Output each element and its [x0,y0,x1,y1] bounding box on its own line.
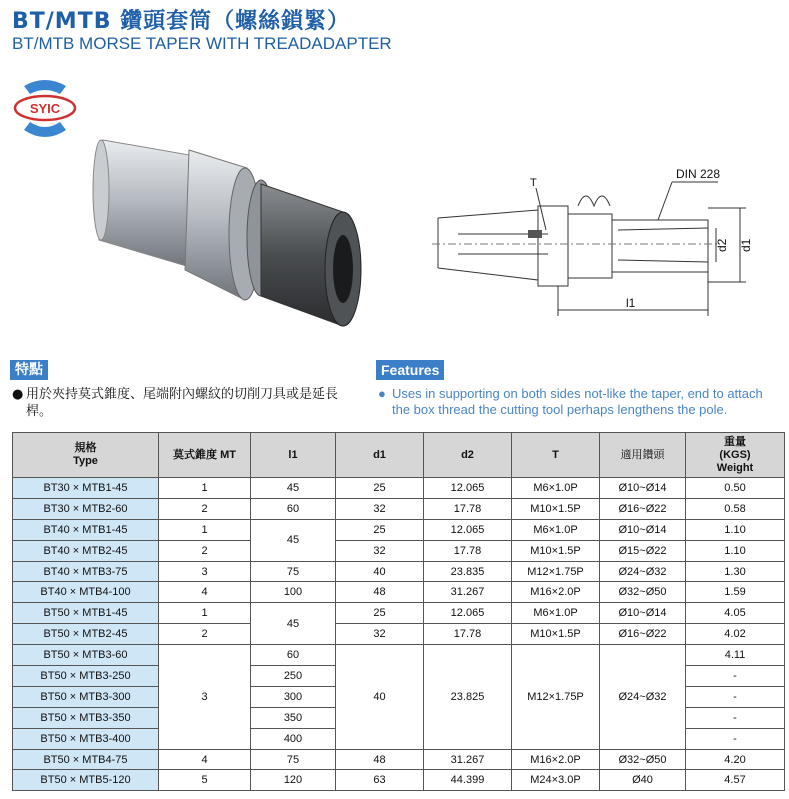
page-title-en: BT/MTB MORSE TAPER WITH TREADADAPTER [12,34,392,53]
table-row: BT50 × MTB1-45 1 45 25 12.065 M6×1.0P Ø10~Ø14 4.05 [13,603,785,624]
table-row: BT50 × MTB2-45 2 32 17.78 M10×1.5P Ø16~Ø22 4.02 [13,624,785,645]
col-type: 規格 Type [13,433,159,478]
col-l1: l1 [251,433,336,478]
din-label: DIN 228 [676,167,721,181]
d1-label: d1 [739,238,753,252]
t-label: T [530,177,537,189]
table-row: BT30 × MTB2-60 2 60 32 17.78 M10×1.5P Ø16~Ø22 0.58 [13,498,785,519]
table-row: BT50 × MTB3-250 250 - [13,666,785,687]
table-row: BT40 × MTB2-45 2 32 17.78 M10×1.5P Ø15~Ø22 1.10 [13,540,785,561]
table-row: BT40 × MTB1-45 1 45 25 12.065 M6×1.0P Ø10~Ø14 1.10 [13,519,785,540]
col-weight: 重量 (KGS) Weight [686,433,785,478]
table-row: BT50 × MTB3-400 400 - [13,728,785,749]
table-row: BT50 × MTB3-350 350 - [13,707,785,728]
feature-text-en: ● Uses in supporting on both sides not-like the taper, end to attach the box thread the cutting tool perhaps lengthens the pole. [378,386,763,417]
spec-table [12,432,785,791]
d2-label: d2 [715,238,729,252]
col-drill: 適用鑽頭 [600,433,686,478]
page-title-cn: BT/MTB 鑽頭套筒（螺絲鎖緊） [12,9,351,34]
syic-logo [10,76,80,140]
table-row: BT50 × MTB4-75 4 75 48 31.267 M16×2.0P Ø32~Ø50 4.20 [13,749,785,770]
features-tag-en: Features [376,360,444,380]
table-header-row [13,433,785,478]
product-image [85,120,365,340]
bullet-icon: ● [378,386,386,401]
feature-text-cn: ● 用於夾持莫式錐度、尾端附內螺紋的切削刀具或是延長桿。 [12,387,339,419]
col-t: T [512,433,600,478]
technical-drawing [428,160,778,330]
col-d2: d2 [424,433,512,478]
table-row: BT30 × MTB1-45 1 45 25 12.065 M6×1.0P Ø10~Ø14 0.50 [13,478,785,499]
table-row: BT50 × MTB5-120 5 120 63 44.399 M24×3.0P Ø40 4.57 [13,770,785,791]
bullet-icon: ● [12,387,24,402]
table-row: BT40 × MTB3-75 3 75 40 23.835 M12×1.75P Ø24~Ø32 1.30 [13,561,785,582]
table-row: BT40 × MTB4-100 4 100 48 31.267 M16×2.0P Ø32~Ø50 1.59 [13,582,785,603]
table-row: BT50 × MTB3-300 300 - [13,686,785,707]
col-d1: d1 [336,433,424,478]
table-row: BT50 × MTB3-60 3 60 40 23.825 M12×1.75P Ø24~Ø32 4.11 [13,645,785,666]
l1-label: l1 [626,296,636,310]
logo-text: SYIC [29,101,61,116]
features-tag-cn: 特點 [10,360,48,380]
col-mt: 莫式錐度 MT [159,433,251,478]
